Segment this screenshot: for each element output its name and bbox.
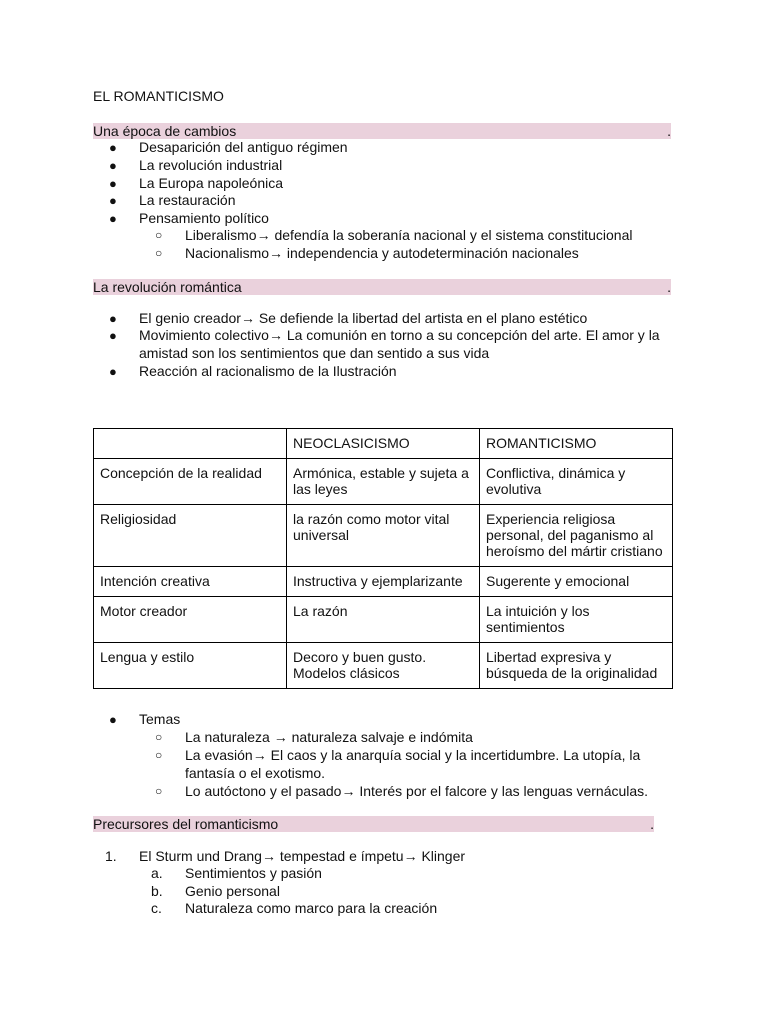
table-cell: Armónica, estable y sujeta a las leyes xyxy=(287,459,480,505)
table-cell: la razón como motor vital universal xyxy=(287,505,480,567)
table-header-cell xyxy=(94,429,287,459)
bullet-marker: ● xyxy=(109,328,117,343)
document-title: EL ROMANTICISMO xyxy=(93,88,224,104)
section-heading-text: Una época de cambios xyxy=(93,123,237,139)
section-heading-tail: . xyxy=(667,123,671,139)
circle-marker: ○ xyxy=(155,730,163,744)
list-item-text: El Sturm und Drang→ tempestad e ímpetu→ Klinger xyxy=(139,848,466,864)
section-heading-tail: . xyxy=(667,279,671,295)
lettered-list-item: c. Naturaleza como marco para la creación xyxy=(151,900,438,916)
lettered-list-item: a. Sentimientos y pasión xyxy=(151,865,322,881)
section-heading-epoca xyxy=(93,123,671,139)
comparison-table xyxy=(93,428,673,689)
section-heading-text: Precursores del romanticismo xyxy=(93,816,279,832)
list-letter: a. xyxy=(151,865,163,881)
section-heading-tail: . xyxy=(650,816,654,832)
table-cell: La razón xyxy=(287,597,480,643)
numbered-list-item xyxy=(105,848,466,866)
table-cell: La intuición y los sentimientos xyxy=(480,597,673,643)
circle-marker: ○ xyxy=(155,748,163,762)
table-header-cell: ROMANTICISMO xyxy=(480,429,673,459)
table-cell: Concepción de la realidad xyxy=(94,459,287,505)
section-heading-precursores xyxy=(93,816,654,832)
table-cell: Religiosidad xyxy=(94,505,287,567)
table-row xyxy=(94,505,673,567)
table-row xyxy=(94,643,673,689)
table-cell: Intención creativa xyxy=(94,567,287,597)
table-header-row xyxy=(94,429,673,459)
bullet-marker: ● xyxy=(109,211,117,226)
table-cell: Decoro y buen gusto. Modelos clásicos xyxy=(287,643,480,689)
table-row xyxy=(94,459,673,505)
table-cell: Libertad expresiva y búsqueda de la originalidad xyxy=(480,643,673,689)
table-header-cell: NEOCLASICISMO xyxy=(287,429,480,459)
bullet-marker: ● xyxy=(109,364,117,379)
bullet-marker: ● xyxy=(109,712,117,727)
bullet-marker: ● xyxy=(109,176,117,191)
list-letter: b. xyxy=(151,883,163,899)
list-letter: c. xyxy=(151,900,162,916)
table-row xyxy=(94,567,673,597)
circle-marker: ○ xyxy=(155,784,163,798)
lettered-list-item: b. Genio personal xyxy=(151,883,280,899)
table-cell: Lengua y estilo xyxy=(94,643,287,689)
circle-marker: ○ xyxy=(155,246,163,260)
document-page: EL ROMANTICISMO Una época de cambios . ● Desaparición del antiguo régimen ● La revolución industrial ● La Europa napoleónica ● La restauración ● Pensamiento político ○ Liberalismo→ defendía la soberanía nacional y el sistema constitucional ○ Nacionalismo→ independencia y autodeterminación nacionales La revolución romántica . ● El genio creador→ Se defiende la libertad del artista en el plano estético ● Movimiento colectivo→ La comunión en torno a su concepción del arte. El amor y la amistad son los sentimientos que dan sentido a sus vida ● Reacción al racionalismo de la Ilustración NEOCLASICISMO ROMANTICISMO Concepción de la realidad Armónica, estable y sujeta a las leyes Conflictiva, dinámica y evolutiva Religiosidad la razón como motor vital universal Experiencia religiosa personal, del paganismo al heroísmo del mártir cristiano Intención creativa Instructiva y ejemplarizante Sugerente y emocional Motor creador La razón La intuición y los sentimientos Lengua y estilo Decoro y buen gusto. Modelos clásicos Libertad expresiva y búsqueda de la originalidad ● Temas ○ La naturaleza → naturaleza salvaje e indómita ○ La evasión→ El caos y la anarquía social y la incertidumbre. La utopía, la fantasía o el exotismo. ○ Lo autóctono y el pasado→ Interés por el falcore y las lenguas vernáculas. Precursores del romanticismo . 1. El Sturm und Drang→ tempestad e ímpetu→ Klinger a. Sentimientos y pasión b. Genio personal c. Naturaleza como marco para la creación xyxy=(93,88,671,916)
table-cell: Instructiva y ejemplarizante xyxy=(287,567,480,597)
table-row xyxy=(94,597,673,643)
table-cell: Sugerente y emocional xyxy=(480,567,673,597)
table-cell: Conflictiva, dinámica y evolutiva xyxy=(480,459,673,505)
table-cell: Motor creador xyxy=(94,597,287,643)
list-number: 1. xyxy=(105,848,117,864)
bullet-marker: ● xyxy=(109,193,117,208)
bullet-marker: ● xyxy=(109,158,117,173)
circle-marker: ○ xyxy=(155,228,163,242)
bullet-marker: ● xyxy=(109,311,117,326)
bullet-marker: ● xyxy=(109,140,117,155)
section-heading-revolucion xyxy=(93,279,671,295)
section-heading-text: La revolución romántica xyxy=(93,279,242,295)
table-cell: Experiencia religiosa personal, del paganismo al heroísmo del mártir cristiano xyxy=(480,505,673,567)
